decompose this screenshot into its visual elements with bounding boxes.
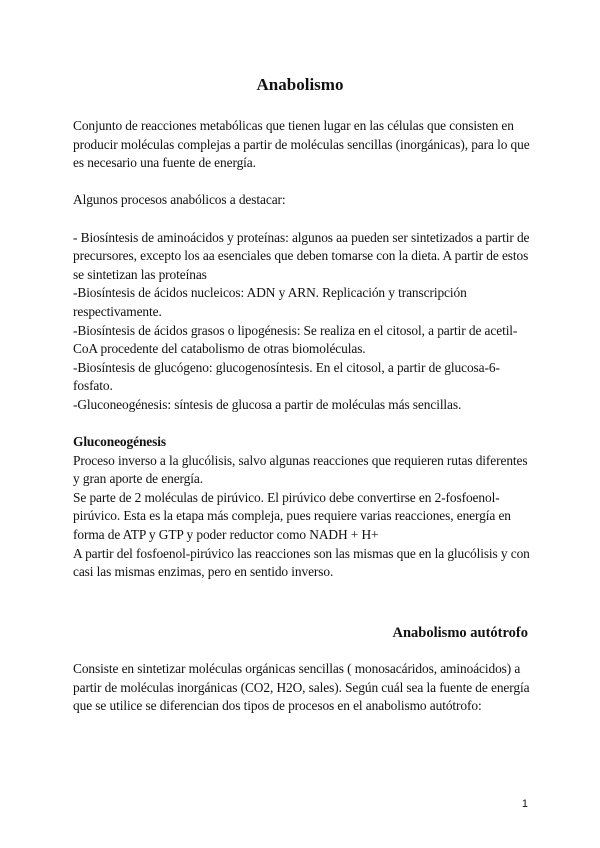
process-item-lipogenesis: -Biosíntesis de ácidos grasos o lipogénesis: Se realiza en el citosol, a partir de acetil-CoA procedente del catabolismo de otras biomoléculas. bbox=[73, 322, 518, 357]
autotrophic-heading: Anabolismo autótrofo bbox=[392, 625, 528, 641]
intro-paragraph: Conjunto de reacciones metabólicas que tienen lugar en las células que consisten en producir moléculas complejas a partir de moléculas sencillas (inorgánicas), para lo que es necesario una fuente de energía. bbox=[73, 118, 530, 171]
processes-intro: Algunos procesos anabólicos a destacar: bbox=[73, 192, 286, 208]
gluconeogenesis-paragraph-2: Se parte de 2 moléculas de pirúvico. El pirúvico debe convertirse en 2-fosfoenol-pirúvico. Esta es la etapa más compleja, pues requiere varias reacciones, energía en forma de ATP y GTP y poder reductor como NADH + H+ bbox=[73, 489, 511, 543]
main-text-block bbox=[73, 117, 535, 582]
process-item-gluconeogenesis: -Gluconeogénesis: síntesis de glucosa a partir de moléculas más sencillas. bbox=[73, 396, 462, 412]
page-number: 1 bbox=[521, 798, 528, 810]
process-item-glycogen: -Biosíntesis de glucógeno: glucogenosíntesis. En el citosol, a partir de glucosa-6-fosfato. bbox=[73, 359, 500, 394]
autotrophic-paragraph: Consiste en sintetizar moléculas orgánicas sencillas ( monosacáridos, aminoácidos) a partir de moléculas inorgánicas (CO2, H2O, sales). Según cuál sea la fuente de energía que se utilice se diferencian dos tipos de procesos en el anabolismo autótrofo: bbox=[73, 661, 530, 714]
process-item-aminoacids: - Biosíntesis de aminoácidos y proteínas: algunos aa pueden ser sintetizados a partir de precursores, excepto los aa esenciales que deben tomarse con la dieta. A partir de estos se sintetizan las proteínas bbox=[73, 229, 530, 282]
page-title: Anabolismo bbox=[256, 75, 344, 94]
gluconeogenesis-heading: Gluconeogénesis bbox=[73, 434, 166, 450]
gluconeogenesis-paragraph-1: Proceso inverso a la glucólisis, salvo algunas reacciones que requieren rutas diferentes y gran aporte de energía. bbox=[73, 452, 528, 487]
gluconeogenesis-paragraph-3: A partir del fosfoenol-pirúvico las reacciones son las mismas que en la glucólisis y con casi las mismas enzimas, pero en sentido inverso. bbox=[73, 545, 530, 580]
autotrophic-text-block bbox=[73, 660, 535, 716]
process-item-nucleic-acids: -Biosíntesis de ácidos nucleicos: ADN y ARN. Replicación y transcripción respectivamente. bbox=[73, 285, 467, 319]
